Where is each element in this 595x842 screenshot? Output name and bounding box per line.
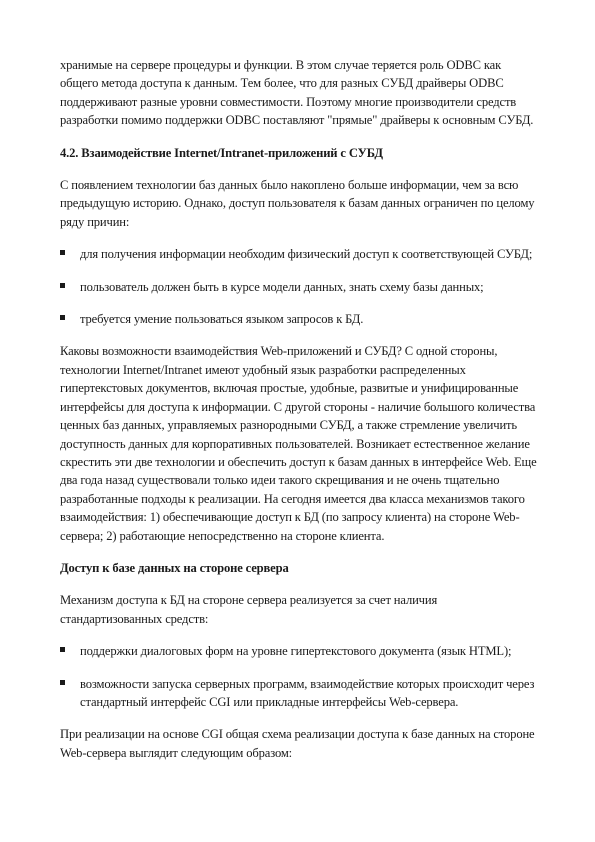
- list-item-text: поддержки диалоговых форм на уровне гипертекстового документа (язык HTML);: [80, 644, 512, 659]
- bullet-list-2: [60, 642, 540, 711]
- paragraph-3: Механизм доступа к БД на стороне сервера реализуется за счет наличия стандартизованных средств:: [60, 593, 438, 626]
- list-item: [60, 278, 540, 296]
- list-item: [60, 642, 540, 660]
- section-heading: 4.2. Взаимодействие Internet/Intranet-приложений с СУБД: [60, 145, 383, 160]
- paragraph-4: При реализации на основе CGI общая схема реализации доступа к базе данных на стороне Web-сервера выглядит следующим образом:: [60, 727, 535, 760]
- intro-paragraph: хранимые на сервере процедуры и функции. В этом случае теряется роль ODBC как общего метода доступа к данным. Тем более, что для разных СУБД драйверы ODBC поддерживают разные уровни совместимости. Поэтому многие производители средств разработки помимо поддержки ODBC поставляют "прямые" драйверы к основным СУБД.: [60, 58, 534, 128]
- paragraph-2: Каковы возможности взаимодействия Web-приложений и СУБД? С одной стороны, технологии Internet/Intranet имеют удобный язык разработки распределенных гипертекстовых документов, включая простые, удобные, развитые и унифицированные интерфейсы для доступа к информации. С другой стороны - наличие большого количества ценных баз данных, управляемых разнородными СУБД, а также стремление увеличить доступность данных для корпоративных пользователей. Возникает естественное желание скрестить эти две технологии и обеспечить доступ к базам данных в интерфейсе Web. Еще два года назад существовали только идеи такого скрещивания и не очень тщательно разработанные подходы к реализации. На сегодня имеется два класса механизмов такого взаимодействия: 1) обеспечивающие доступ к БД (по запросу клиента) на стороне Web-сервера; 2) работающие непосредственно на стороне клиента.: [60, 344, 537, 543]
- list-item-text: требуется умение пользоваться языком запросов к БД.: [80, 312, 364, 327]
- bullet-list-1: [60, 245, 540, 328]
- square-bullet-icon: [60, 680, 65, 685]
- square-bullet-icon: [60, 250, 65, 255]
- list-item: [60, 310, 540, 328]
- paragraph-1: С появлением технологии баз данных было накоплено больше информации, чем за всю предыдущую историю. Однако, доступ пользователя к базам данных ограничен по целому ряду причин:: [60, 178, 535, 229]
- list-item-text: пользователь должен быть в курсе модели данных, знать схему базы данных;: [80, 279, 484, 294]
- square-bullet-icon: [60, 315, 65, 320]
- subheading: Доступ к базе данных на стороне сервера: [60, 560, 289, 575]
- square-bullet-icon: [60, 647, 65, 652]
- list-item: [60, 675, 540, 712]
- list-item: [60, 245, 540, 263]
- list-item-text: возможности запуска серверных программ, взаимодействие которых происходит через стандартный интерфейс CGI или прикладные интерфейсы Web-сервера.: [80, 676, 535, 709]
- page-content: [60, 56, 540, 776]
- square-bullet-icon: [60, 283, 65, 288]
- list-item-text: для получения информации необходим физический доступ к соответствующей СУБД;: [80, 247, 533, 262]
